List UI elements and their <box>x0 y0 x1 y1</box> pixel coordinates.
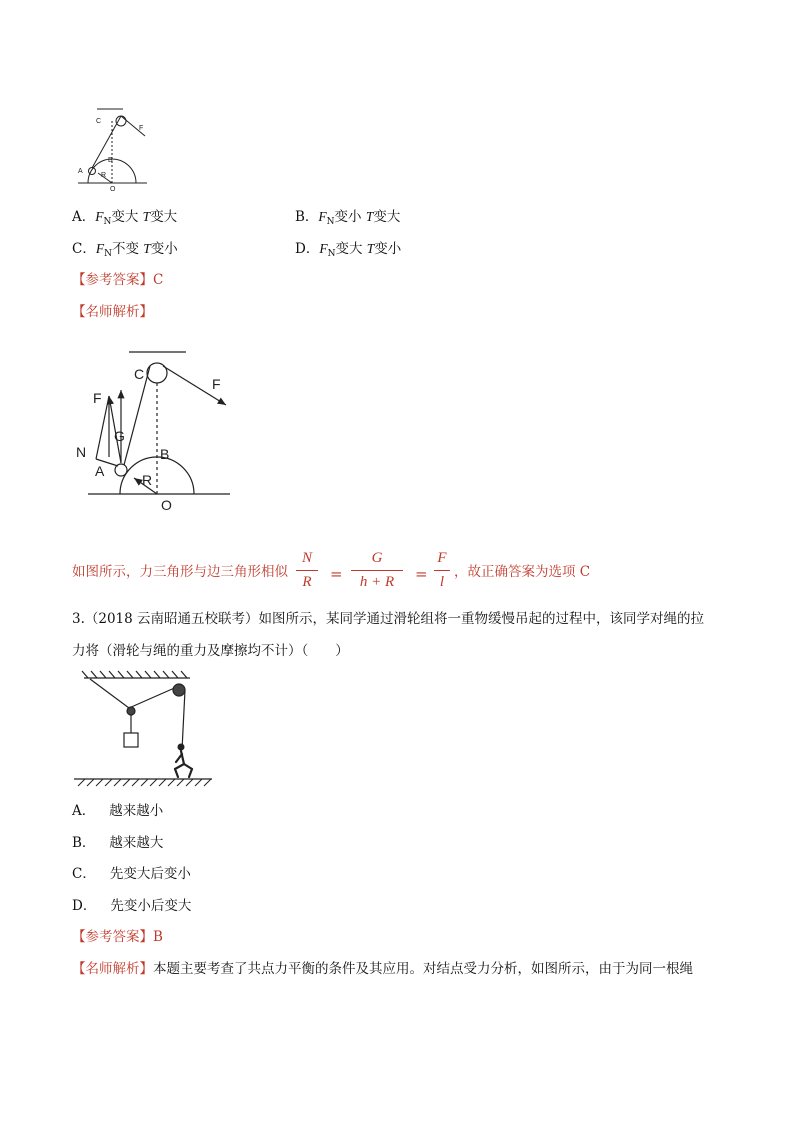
small-label-o: O <box>110 186 116 193</box>
person-figure <box>175 744 192 778</box>
q3-stem-line2: 力将（滑轮与绳的重力及摩擦均不计）（ ） <box>72 643 349 659</box>
q2-answer: 【参考答案】C <box>72 272 164 288</box>
q3-stem-line1: 3.（2018 云南昭通五校联考）如图所示，某同学通过滑轮组将一重物缓慢吊起的过程中，该同学对绳的拉 <box>72 611 705 627</box>
large-label-f-up: F <box>93 390 102 406</box>
small-label-a: A <box>78 168 83 175</box>
large-label-a: A <box>95 463 105 479</box>
equals-sign-1: = <box>330 565 343 583</box>
q3-option-a: A． 越来越小 <box>72 803 164 819</box>
q2-option-a: A．$F_N$变大 T变大 <box>72 209 178 227</box>
fraction-n-over-r: N R <box>296 550 318 591</box>
fraction-g-over-h-plus-r: G h + R <box>351 550 403 591</box>
q3-answer: 【参考答案】B <box>72 929 163 945</box>
q3-option-d: D． 先变小后变大 <box>72 898 192 914</box>
small-label-b: B <box>108 157 113 164</box>
q2-conclusion-prefix: 如图所示，力三角形与边三角形相似 <box>72 564 288 580</box>
q2-conclusion-suffix: ，故正确答案为选项 C <box>454 564 591 580</box>
q2-option-c: C．$F_N$不变 T变小 <box>72 241 178 259</box>
large-label-o: O <box>161 497 172 513</box>
q2-option-b: B．$F_N$变小 T变大 <box>295 209 401 227</box>
equals-sign-2: = <box>415 565 428 583</box>
large-label-c: C <box>134 366 145 382</box>
large-label-f-rope: F <box>212 376 221 392</box>
q3-option-b: B． 越来越大 <box>72 835 164 851</box>
q2-option-d: D．$F_N$变大 T变小 <box>295 241 402 259</box>
large-label-n: N <box>76 444 87 460</box>
large-label-b: B <box>160 446 170 462</box>
small-label-c: C <box>96 118 102 125</box>
large-label-r: R <box>142 472 153 488</box>
q3-analysis: 【名师解析】本题主要考查了共点力平衡的条件及其应用。对结点受力分析，如图所示，由于为同一根绳 <box>72 961 693 977</box>
small-label-r: R <box>101 172 107 179</box>
fraction-f-over-l: F l <box>434 550 450 591</box>
small-label-f: F <box>139 125 144 132</box>
large-label-g: G <box>114 428 125 444</box>
q2-analysis-label: 【名师解析】 <box>72 304 153 320</box>
q3-option-c: C． 先变大后变小 <box>72 866 191 882</box>
